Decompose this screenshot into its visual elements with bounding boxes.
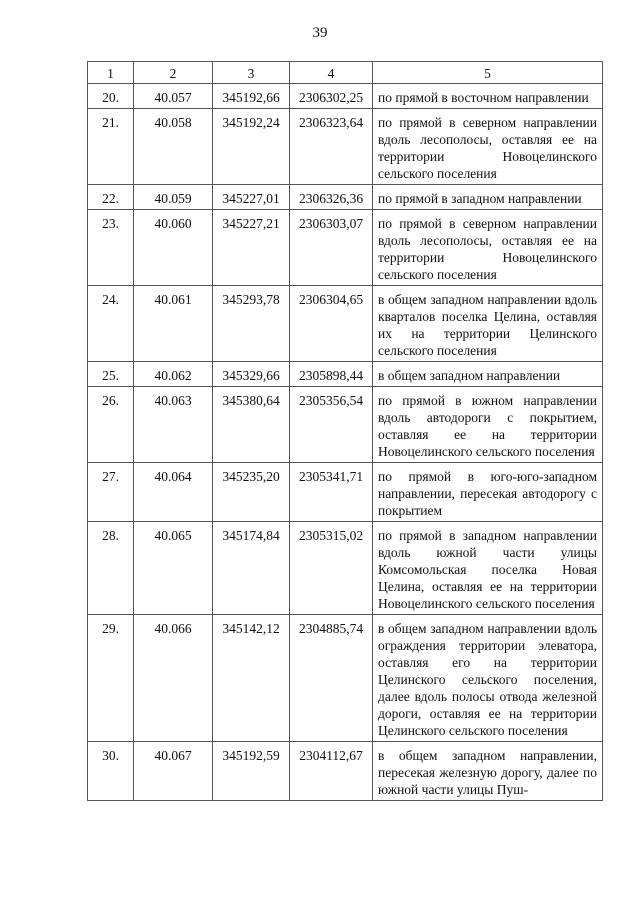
table-body: [88, 62, 603, 801]
row-number-cell: 22.: [88, 185, 134, 210]
row-number-cell: 21.: [88, 109, 134, 185]
table-row: [88, 522, 603, 615]
table-row: [88, 387, 603, 463]
row-number-cell: 27.: [88, 463, 134, 522]
point-id-cell: 40.063: [134, 387, 213, 463]
x-coordinate-cell: 345235,20: [213, 463, 290, 522]
table-row: [88, 742, 603, 801]
boundary-description-cell: по прямой в южном направлении вдоль автодороги с покрытием, оставляя ее на территории Новоцелинского сельского поселения: [373, 387, 603, 463]
y-coordinate-cell: 2305315,02: [290, 522, 373, 615]
table-row: [88, 286, 603, 362]
point-id-cell: 40.064: [134, 463, 213, 522]
row-number-cell: 30.: [88, 742, 134, 801]
point-id-cell: 40.061: [134, 286, 213, 362]
y-coordinate-cell: 2306326,36: [290, 185, 373, 210]
x-coordinate-cell: 345192,66: [213, 84, 290, 109]
row-number-cell: 23.: [88, 210, 134, 286]
y-coordinate-cell: 2306302,25: [290, 84, 373, 109]
boundary-description-cell: по прямой в западном направлении вдоль южной части улицы Комсомольская поселка Новая Целина, оставляя ее на территории Новоцелинского сельского поселения: [373, 522, 603, 615]
table-row: [88, 362, 603, 387]
row-number-cell: 28.: [88, 522, 134, 615]
table-row: [88, 109, 603, 185]
point-id-cell: 40.058: [134, 109, 213, 185]
y-coordinate-cell: 2304112,67: [290, 742, 373, 801]
x-coordinate-cell: 345142,12: [213, 615, 290, 742]
y-coordinate-cell: 2306303,07: [290, 210, 373, 286]
y-coordinate-cell: 2305898,44: [290, 362, 373, 387]
table-row: [88, 84, 603, 109]
boundary-description-cell: в общем западном направлении, пересекая железную дорогу, далее по южной части улицы Пуш-: [373, 742, 603, 801]
column-header-3: 3: [213, 62, 290, 84]
boundary-coordinates-table: [87, 61, 603, 801]
row-number-cell: 20.: [88, 84, 134, 109]
point-id-cell: 40.059: [134, 185, 213, 210]
x-coordinate-cell: 345293,78: [213, 286, 290, 362]
boundary-description-cell: в общем западном направлении вдоль ограждения территории элеватора, оставляя его на территории Целинского сельского поселения, далее вдоль полосы отвода железной дороги, оставляя ее на территории Целинского сельского поселения: [373, 615, 603, 742]
boundary-description-cell: в общем западном направлении: [373, 362, 603, 387]
y-coordinate-cell: 2305356,54: [290, 387, 373, 463]
x-coordinate-cell: 345227,01: [213, 185, 290, 210]
column-header-5: 5: [373, 62, 603, 84]
boundary-description-cell: по прямой в северном направлении вдоль лесополосы, оставляя ее на территории Новоцелинского сельского поселения: [373, 210, 603, 286]
x-coordinate-cell: 345174,84: [213, 522, 290, 615]
column-number-row: [88, 62, 603, 84]
x-coordinate-cell: 345227,21: [213, 210, 290, 286]
table-row: [88, 185, 603, 210]
boundary-description-cell: по прямой в западном направлении: [373, 185, 603, 210]
column-header-2: 2: [134, 62, 213, 84]
column-header-4: 4: [290, 62, 373, 84]
table-row: [88, 210, 603, 286]
boundary-description-cell: по прямой в юго-юго-западном направлении, пересекая автодорогу с покрытием: [373, 463, 603, 522]
y-coordinate-cell: 2306323,64: [290, 109, 373, 185]
y-coordinate-cell: 2304885,74: [290, 615, 373, 742]
point-id-cell: 40.067: [134, 742, 213, 801]
x-coordinate-cell: 345192,24: [213, 109, 290, 185]
x-coordinate-cell: 345192,59: [213, 742, 290, 801]
row-number-cell: 29.: [88, 615, 134, 742]
row-number-cell: 26.: [88, 387, 134, 463]
x-coordinate-cell: 345380,64: [213, 387, 290, 463]
point-id-cell: 40.065: [134, 522, 213, 615]
y-coordinate-cell: 2305341,71: [290, 463, 373, 522]
row-number-cell: 25.: [88, 362, 134, 387]
boundary-description-cell: в общем западном направлении вдоль кварталов поселка Целина, оставляя их на территории Целинского сельского поселения: [373, 286, 603, 362]
table-row: [88, 615, 603, 742]
point-id-cell: 40.057: [134, 84, 213, 109]
point-id-cell: 40.062: [134, 362, 213, 387]
y-coordinate-cell: 2306304,65: [290, 286, 373, 362]
point-id-cell: 40.066: [134, 615, 213, 742]
column-header-1: 1: [88, 62, 134, 84]
boundary-description-cell: по прямой в восточном направлении: [373, 84, 603, 109]
boundary-description-cell: по прямой в северном направлении вдоль лесополосы, оставляя ее на территории Новоцелинского сельского поселения: [373, 109, 603, 185]
page-number: 39: [312, 25, 328, 41]
table-row: [88, 463, 603, 522]
point-id-cell: 40.060: [134, 210, 213, 286]
row-number-cell: 24.: [88, 286, 134, 362]
x-coordinate-cell: 345329,66: [213, 362, 290, 387]
